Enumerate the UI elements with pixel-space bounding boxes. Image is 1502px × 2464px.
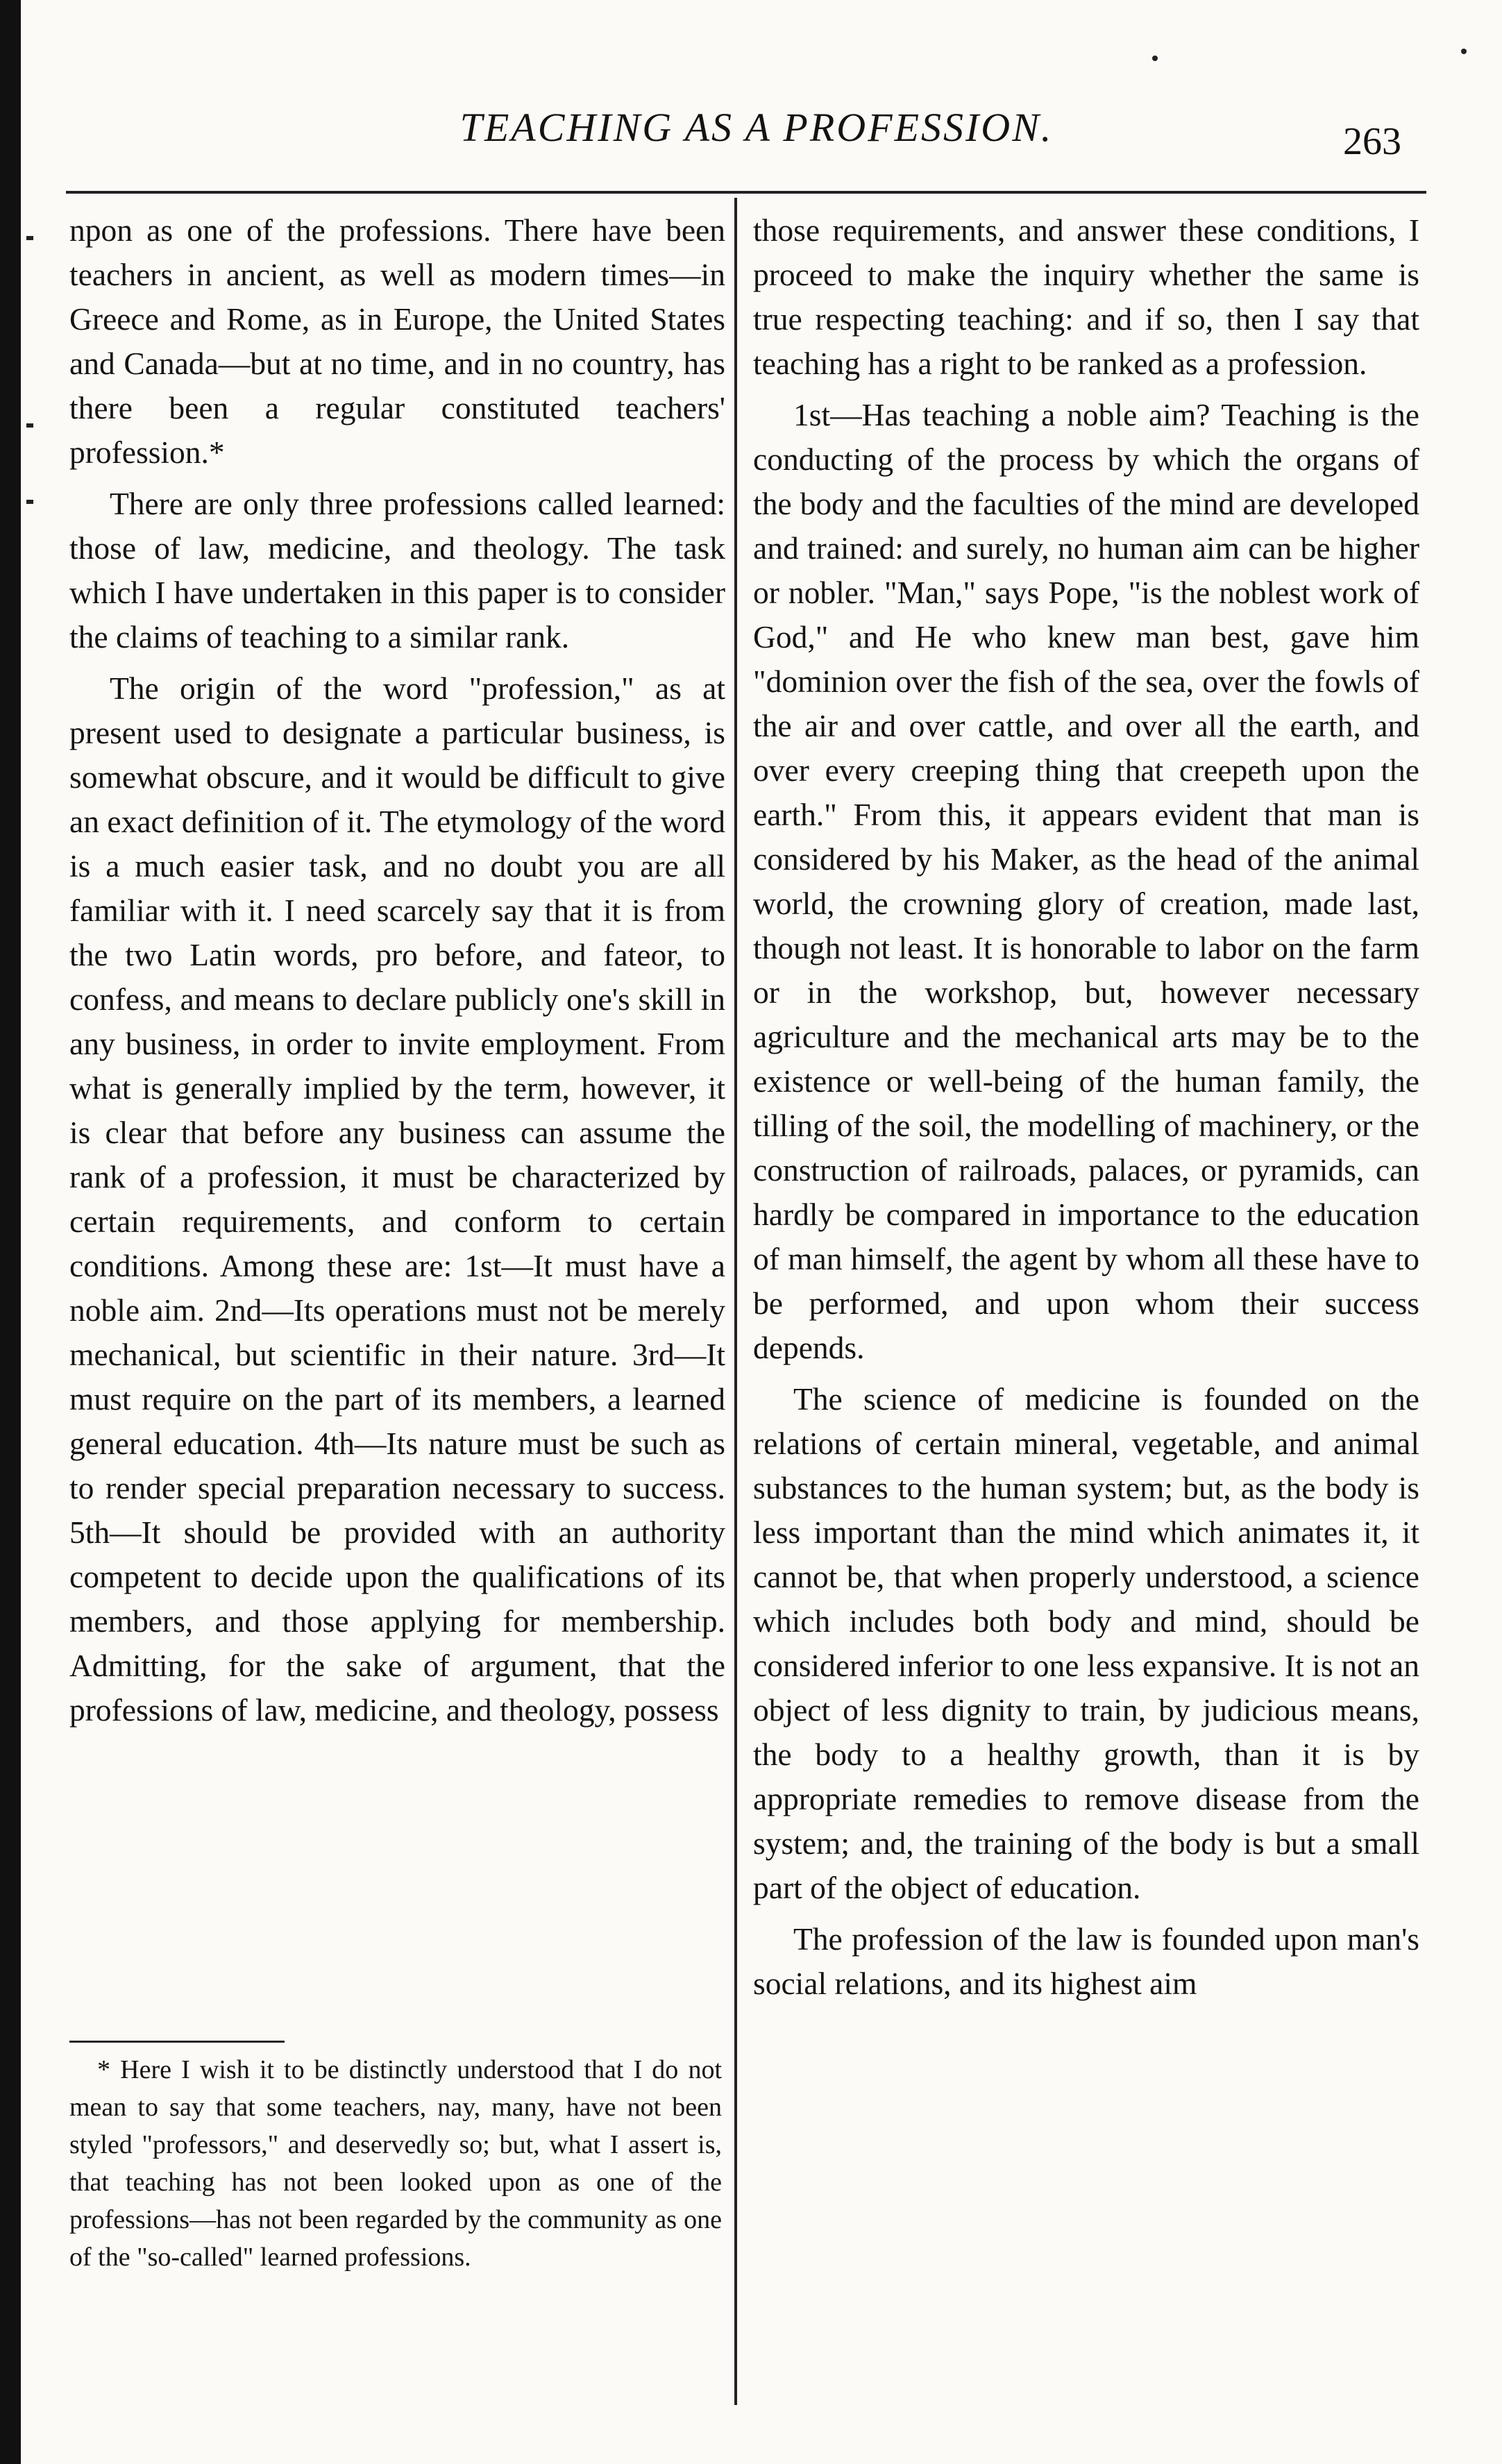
running-head: TEACHING AS A PROFESSION. — [459, 105, 1054, 150]
right-column — [753, 208, 1419, 2006]
paragraph: The science of medicine is founded on the relations of certain mineral, vegetable, and animal substances to the human system; but, as the body is less important than the mind which animates it, it cannot be, that when properly understood, a science which includes both body and mind, should be considered inferior to one less expansive. It is not an object of less dignity to train, by judicious means, the body to a healthy growth, than it is by appropriate remedies to remove disease from the system; and, the training of the body is but a small part of the object of education. — [753, 1381, 1419, 1905]
scan-speck — [1461, 49, 1467, 54]
page-number: 263 — [1343, 120, 1401, 163]
scan-speck — [1152, 56, 1158, 61]
paragraph: The profession of the law is founded upon man's social relations, and its highest aim — [753, 1921, 1419, 2001]
header-rule — [66, 191, 1426, 194]
paragraph: those requirements, and answer these conditions, I proceed to make the inquiry whether the same is true respecting teaching: and if so, then I say that teaching has a right to be ranked as a profession. — [753, 212, 1419, 381]
scan-mark — [26, 236, 33, 240]
scan-mark — [26, 423, 33, 428]
column-divider — [734, 198, 737, 2405]
paragraph: npon as one of the professions. There have been teachers in ancient, as well as modern times—in Greece and Rome, as in Europe, the United States and Canada—but at no time, and in no country, has there been a regular constituted teachers' profession.* — [69, 212, 725, 470]
left-column — [69, 208, 725, 1732]
scan-binding-edge — [0, 0, 21, 2464]
paragraph: 1st—Has teaching a noble aim? Teaching is the conducting of the process by which the organs of the body and the faculties of the mind are developed and trained: and surely, no human aim can be higher or nobler. "Man," says Pope, "is the noblest work of God," and He who knew man best, gave him "dominion over the fish of the sea, over the fowls of the air and over cattle, and over all the earth, and over every creeping thing that creepeth upon the earth." From this, it appears evident that man is considered by his Maker, as the head of the animal world, the crowning glory of creation, made last, though not least. It is honorable to labor on the farm or in the workshop, but, however necessary agriculture and the mechanical arts may be to the existence or well-being of the human family, the tilling of the soil, the modelling of machinery, or the construction of railroads, palaces, or pyramids, can hardly be compared in importance to the education of man himself, the agent by whom all these have to be performed, and upon whom their success depends. — [753, 397, 1419, 1365]
scan-mark — [26, 500, 33, 504]
footnote-rule — [69, 2041, 285, 2043]
footnote: * Here I wish it to be distinctly understood that I do not mean to say that some teachers, nay, many, have not been styled "professors," and deservedly so; but, what I assert is, that teaching has not been looked upon as one of the professions—has not been regarded by the community as one of the "so-called" learned professions. — [69, 2055, 722, 2272]
paragraph: There are only three professions called learned: those of law, medicine, and theology. The task which I have undertaken in this paper is to consider the claims of teaching to a similar rank. — [69, 486, 725, 655]
paragraph: The origin of the word "profession," as at present used to designate a particular business, is somewhat obscure, and it would be difficult to give an exact definition of it. The etymology of the word is a much easier task, and no doubt you are all familiar with it. I need scarcely say that it is from the two Latin words, pro before, and fateor, to confess, and means to declare publicly one's skill in any business, in order to invite employment. From what is generally implied by the term, however, it is clear that before any business can assume the rank of a profession, it must be characterized by certain requirements, and conform to certain conditions. Among these are: 1st—It must have a noble aim. 2nd—Its operations must not be merely mechanical, but scientific in their nature. 3rd—It must require on the part of its members, a learned general education. 4th—Its nature must be such as to render special preparation necessary to success. 5th—It should be provided with an authority competent to decide upon the qualifications of its members, and those applying for membership. Admitting, for the sake of argument, that the professions of law, medicine, and theology, possess — [69, 670, 725, 1728]
